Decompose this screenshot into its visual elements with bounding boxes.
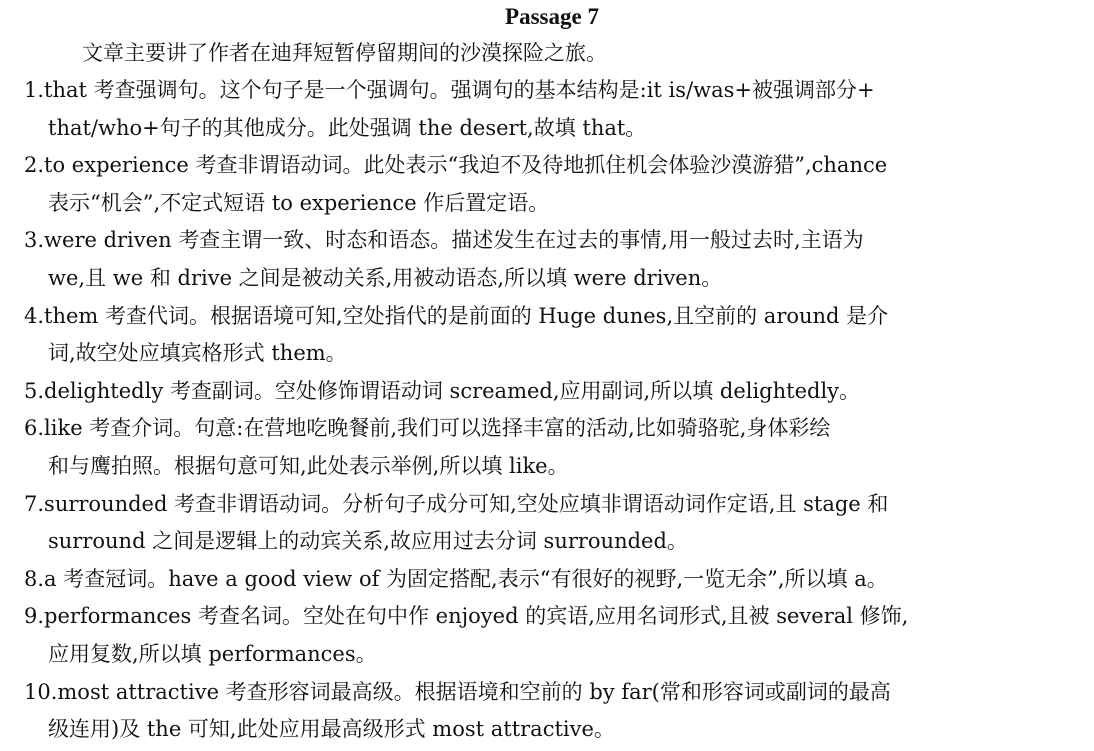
answer-item-1 — [24, 72, 1080, 147]
answer-item-line: 6.like 考查介词。句意:在营地吃晚餐前,我们可以选择丰富的活动,比如骑骆驼,身体彩绘 — [24, 416, 831, 441]
answer-item-line: 3.were driven 考查主谓一致、时态和语态。描述发生在过去的事情,用一般过去时,主语为 — [24, 228, 864, 253]
answer-item-line: 应用复数,所以填 performances。 — [48, 641, 377, 666]
answer-item-10 — [24, 674, 1080, 749]
answer-item-8 — [24, 561, 1080, 599]
answer-item-5 — [24, 373, 1080, 411]
answer-item-line: 1.that 考查强调句。这个句子是一个强调句。强调句的基本结构是:it is/was+被强调部分+ — [24, 78, 875, 102]
answer-item-7 — [24, 486, 1080, 561]
answer-item-line: 和与鹰拍照。根据句意可知,此处表示举例,所以填 like。 — [48, 453, 569, 478]
answer-item-line: 5.delightedly 考查副词。空处修饰谓语动词 screamed,应用副词,所以填 delightedly。 — [24, 378, 861, 403]
answer-item-line: 4.them 考查代词。根据语境可知,空处指代的是前面的 Huge dunes,且空前的 around 是介 — [24, 303, 889, 328]
answer-item-line: 表示“机会”,不定式短语 to experience 作后置定语。 — [48, 190, 550, 215]
answer-item-line: 2.to experience 考查非谓语动词。此处表示“我迫不及待地抓住机会体验沙漠游猎”,chance — [24, 153, 888, 178]
answer-item-6 — [24, 410, 1080, 485]
answer-item-line: 7.surrounded 考查非谓语动词。分析句子成分可知,空处应填非谓语动词作定语,且 stage 和 — [24, 491, 889, 516]
answer-item-line: 级连用)及 the 可知,此处应用最高级形式 most attractive。 — [48, 717, 615, 742]
answer-item-line: 9.performances 考查名词。空处在句中作 enjoyed 的宾语,应用名词形式,且被 several 修饰, — [24, 604, 909, 629]
passage-intro: 文章主要讲了作者在迪拜短暂停留期间的沙漠探险之旅。 — [82, 41, 607, 65]
answer-item-2 — [24, 147, 1080, 222]
answer-item-line: 词,故空处应填宾格形式 them。 — [48, 341, 347, 366]
answer-item-line: surround 之间是逻辑上的动宾关系,故应用过去分词 surrounded。 — [48, 529, 688, 554]
passage-title: Passage 7 — [505, 4, 599, 29]
answer-item-line: 10.most attractive 考查形容词最高级。根据语境和空前的 by far(常和形容词或副词的最高 — [24, 679, 891, 704]
answer-item-4 — [24, 298, 1080, 373]
answer-item-9 — [24, 598, 1080, 673]
answer-list — [24, 72, 1080, 749]
answer-item-line: 8.a 考查冠词。have a good view of 为固定搭配,表示“有很好的视野,一览无余”,所以填 a。 — [24, 566, 888, 591]
answer-item-3 — [24, 222, 1080, 297]
answer-item-line: we,且 we 和 drive 之间是被动关系,用被动语态,所以填 were driven。 — [48, 265, 723, 290]
answer-item-line: that/who+句子的其他成分。此处强调 the desert,故填 that。 — [48, 115, 647, 140]
